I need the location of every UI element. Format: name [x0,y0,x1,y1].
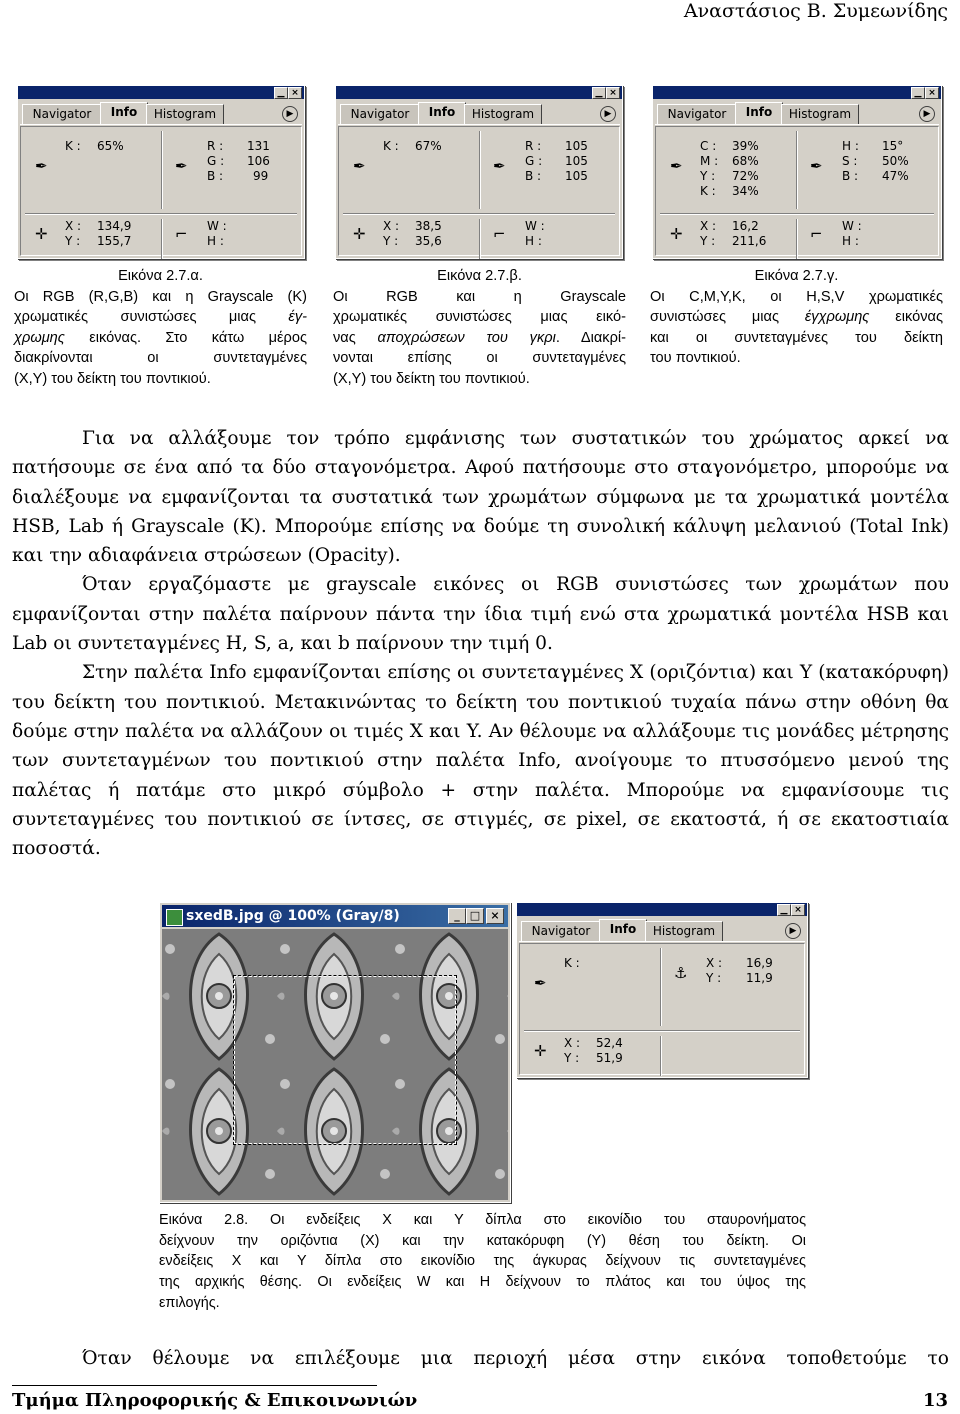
selection-marquee[interactable] [233,975,457,1145]
caption-line: Οι RGB και η Grayscale [333,288,626,305]
tab-histogram[interactable]: Histogram [146,104,224,124]
caption-line [14,307,307,328]
pattern-image[interactable] [162,929,508,1200]
b-value: 47% [882,169,909,183]
maximize-button[interactable]: □ [466,908,484,924]
k-label: K : [564,956,580,970]
palette-tabs [338,102,620,125]
y-value: 211,6 [732,234,767,248]
footer-department: Τμήμα Πληροφορικής & Επικοινωνιών [12,1390,418,1411]
k-value: 65% [97,139,124,153]
collapse-button[interactable]: ▁ [592,87,606,99]
k-value: 34% [732,184,759,198]
tab-info[interactable]: Info [599,919,647,941]
eyedropper-icon[interactable]: ✒ [810,157,823,175]
x-label: X : [564,1036,581,1050]
caption-title: Εικόνα 2.7.β. [437,268,522,284]
h-label: H : [207,234,224,248]
y-value: 11,9 [746,971,773,985]
image-window [159,902,511,1203]
y-value: 51,9 [596,1051,623,1065]
paragraph: Όταν θέλουμε να επιλέξουμε μια περιοχή μέσα στην εικόνα τοποθετούμε το [82,1348,949,1369]
palette-tabs [20,102,302,125]
eyedropper-icon[interactable]: ✒ [534,974,547,992]
caption-title: Εικόνα 2.8. [159,1212,249,1228]
k-label: K : [383,139,399,153]
tab-histogram[interactable]: Histogram [645,921,723,941]
body-text-continued [12,1344,949,1373]
divider [660,948,662,1026]
info-palette-a [17,85,305,259]
w-label: W : [525,219,545,233]
caption-line: χρωματικές συνιστώσες μιας εικό- [333,309,626,325]
caption-title: Εικόνα 2.7.γ. [754,268,839,284]
crosshair-icon: ✛ [353,225,366,243]
image-file-icon [166,909,183,926]
y-channel-value: 72% [732,169,759,183]
caption-line: (X,Y) του δείκτη του ποντικιού. [333,370,530,387]
anchor-icon: ⚓ [674,964,688,982]
x-value: 38,5 [415,219,442,233]
divider [343,213,615,215]
caption-2-7-g [650,266,943,369]
tab-navigator[interactable]: Navigator [22,104,102,124]
palette-menu-arrow-icon[interactable]: ▶ [919,106,935,122]
s-value: 50% [882,154,909,168]
g-label: G : [525,154,543,168]
caption-text: νας [333,329,378,346]
caption-emphasis: χρωμης [14,329,65,346]
x-label: X : [700,219,717,233]
body-text [12,424,949,863]
y-channel-label: Y : [700,169,716,183]
crosshair-icon: ✛ [670,225,683,243]
crosshair-icon: ✛ [35,225,48,243]
collapse-button[interactable]: ▁ [274,87,288,99]
paragraph: Όταν εργαζόμαστε με grayscale εικόνες οι RGB συνιστώσες των χρωμάτων που εμφανίζονται στην παλέτα παίρνουν πάντα την ίδια τιμή ενώ στα χρωματικά μοντέλα HSB και Lab οι συντεταγμένες H, S, a, και b παίρνουν την τιμή 0. [12,574,949,655]
caption-line: της αρχικής θέσης. Οι ενδείξεις W και H δείχνουν το πλάτος και του ύψος της [159,1274,806,1291]
b-label: B : [842,169,859,183]
y-value: 35,6 [415,234,442,248]
caption-line: διακρίνονται οι συντεταγμένες [14,350,307,366]
caption-text: εικόνας. Στο κάτω μέρος [64,329,307,346]
palette-menu-arrow-icon[interactable]: ▶ [600,106,616,122]
divider [161,219,163,259]
k-label: K : [65,139,81,153]
info-readout [20,126,302,256]
selection-corner-icon: ⌐ [810,225,823,243]
h-label: H : [525,234,542,248]
tab-info[interactable]: Info [418,102,466,124]
r-value: 105 [565,139,588,153]
k-label: K : [700,184,716,198]
divider [796,131,798,209]
close-button[interactable]: × [606,87,620,99]
c-label: C : [700,139,717,153]
caption-emphasis: έγχρωμης [804,309,870,325]
info-readout [338,126,620,256]
w-label: W : [207,219,227,233]
palette-menu-arrow-icon[interactable]: ▶ [282,106,298,122]
palette-tabs [519,919,805,942]
palette-menu-arrow-icon[interactable]: ▶ [785,923,801,939]
page-header-author: Αναστάσιος Β. Συμεωνίδης [683,0,948,22]
close-button[interactable]: × [288,87,302,99]
info-readout [655,126,939,256]
caption-line: ενδείξεις X και Y δίπλα στο εικονίδιο της άγκυρας δείχνουν τις συντεταγμένες [159,1253,806,1270]
caption-line: νονται επίσης οι συντεταγμένες [333,350,626,366]
b-label: B : [525,169,542,183]
info-readout [519,943,805,1075]
x-value: 16,9 [746,956,773,970]
b-value: 105 [565,169,588,183]
tab-info[interactable]: Info [100,102,148,124]
g-label: G : [207,154,225,168]
g-value: 106 [247,154,270,168]
palette-tabs [655,102,939,125]
m-label: M : [700,154,719,168]
page-number: 13 [922,1390,948,1411]
caption-text: συνιστώσες μιας [650,309,805,325]
caption-line: και οι συντεταγμένες του δείκτη [650,329,943,346]
tab-histogram[interactable]: Histogram [781,104,859,124]
r-value: 131 [247,139,270,153]
close-button[interactable]: × [486,908,504,924]
tab-histogram[interactable]: Histogram [464,104,542,124]
selection-corner-icon: ⌐ [493,225,506,243]
caption-title: Εικόνα 2.7.α. [118,268,203,284]
divider [660,213,934,215]
footer-rule [12,1385,377,1386]
collapse-button[interactable]: ▁ [777,904,791,916]
close-button[interactable]: × [791,904,805,916]
info-palette-c [652,85,942,259]
divider [660,1036,662,1076]
divider [479,219,481,259]
paragraph: Για να αλλάξουμε τον τρόπο εμφάνισης των συστατικών του χρώματος αρκεί να πατήσουμε σε ένα από τα δύο σταγονόμετρα. Αφού πατήσουμε στο σταγονόμετρο, μπορούμε να διαλέξουμε να εμφανίζονται τα συστατικά των χρωμάτων σύμφωνα με τα χρωματικά μοντέλα HSB, Lab ή Grayscale (K). Μπορούμε επίσης να δούμε τη συνολική κάλυψη μελανιού (Total Ink) και την αδιαφάνεια στρώσεων (Opacity). [12,428,949,567]
divider [796,219,798,259]
caption-line [333,328,626,349]
h-label: H : [842,234,859,248]
caption-text: εικόνας [869,309,943,325]
x-value: 52,4 [596,1036,623,1050]
x-label: X : [65,219,82,233]
tab-info[interactable]: Info [735,102,783,124]
info-palette-b [335,85,623,259]
palette-title-bar[interactable] [18,86,304,99]
caption-line [650,307,943,328]
caption-line: (X,Y) του δείκτη του ποντικιού. [14,370,211,387]
minimize-button[interactable]: _ [448,908,466,924]
close-button[interactable]: × [925,87,939,99]
selection-corner-icon: ⌐ [175,225,188,243]
caption-line: του ποντικιού. [650,350,741,366]
x-value: 134,9 [97,219,132,233]
w-label: W : [842,219,862,233]
info-palette-d [516,902,808,1078]
caption-2-7-a [14,266,307,389]
collapse-button[interactable]: ▁ [911,87,925,99]
b-label: B : [207,169,224,183]
caption-emphasis: έγ- [288,309,307,325]
b-value: 99 [253,169,269,183]
divider [524,1030,800,1032]
eyedropper-icon[interactable]: ✒ [175,157,188,175]
crosshair-icon: ✛ [534,1042,547,1060]
caption-line: Οι RGB (R,G,B) και η Grayscale (K) [14,288,307,305]
x-label: X : [706,956,723,970]
h-value: 15° [882,139,904,153]
x-label: X : [383,219,400,233]
r-label: R : [207,139,224,153]
tab-navigator[interactable]: Navigator [657,104,737,124]
eyedropper-icon[interactable]: ✒ [353,157,366,175]
divider [25,213,297,215]
caption-2-8 [159,1210,806,1314]
c-value: 39% [732,139,759,153]
y-label: Y : [564,1051,580,1065]
y-value: 155,7 [97,234,132,248]
divider [161,131,163,209]
m-value: 68% [732,154,759,168]
palette-title-bar[interactable] [517,903,807,916]
eyedropper-icon[interactable]: ✒ [670,157,683,175]
palette-title-bar[interactable] [336,86,622,99]
tab-navigator[interactable]: Navigator [340,104,420,124]
caption-text: Οι ενδείξεις X και Y δίπλα στο εικονίδιο του σταυρονήματος [248,1212,807,1228]
palette-title-bar[interactable] [653,86,941,99]
caption-line: επιλογής. [159,1294,220,1311]
caption-text: χρωματικές συνιστώσες μιας [14,309,289,325]
caption-line: Οι C,M,Y,K, οι H,S,V χρωματικές [650,288,943,305]
g-value: 105 [565,154,588,168]
caption-line: δείχνουν την οριζόντια (X) και την κατακόρυφη (Y) θέση του δείκτη. Οι [159,1232,806,1249]
s-label: S : [842,154,858,168]
window-title: sxedB.jpg @ 100% (Gray/8) [186,908,400,924]
eyedropper-icon[interactable]: ✒ [493,157,506,175]
y-label: Y : [706,971,722,985]
caption-2-7-b [333,266,626,389]
divider [479,131,481,209]
y-label: Y : [383,234,399,248]
r-label: R : [525,139,542,153]
paragraph: Στην παλέτα Info εμφανίζονται επίσης οι συντεταγμένες X (οριζόντια) και Y (κατακόρυφη) του δείκτη του ποντικιού. Μετακινώντας το δείκτη του ποντικιού τυχαία πάνω στην οθόνη θα δούμε στην παλέτα να αλλάζουν οι τιμές X και Y. Αν θέλουμε να αλλάξουμε τις μονάδες μέτρησης των συντεταγμένων του ποντικιού στην παλέτα Info, ανοίγουμε το πτυσσόμενο μενού της παλέτας ή πατάμε στο μικρό σύμβολο + στην παλέτα. Μπορούμε να εμφανίσουμε τις συντεταγμένες του ποντικιού σε ίντσες, σε στιγμές, σε pixel, σε εκατοστά, ή σε εκατοστιαία ποσοστά. [12,662,949,860]
y-label: Y : [65,234,81,248]
caption-emphasis: αποχρώσεων του γκρι [377,329,556,346]
eyedropper-icon[interactable]: ✒ [35,157,48,175]
tab-navigator[interactable]: Navigator [521,921,601,941]
x-value: 16,2 [732,219,759,233]
y-label: Y : [700,234,716,248]
caption-line [14,328,307,349]
caption-text: . Διακρί- [555,329,626,346]
k-value: 67% [415,139,442,153]
caption-line [159,1210,806,1231]
h-label: H : [842,139,859,153]
